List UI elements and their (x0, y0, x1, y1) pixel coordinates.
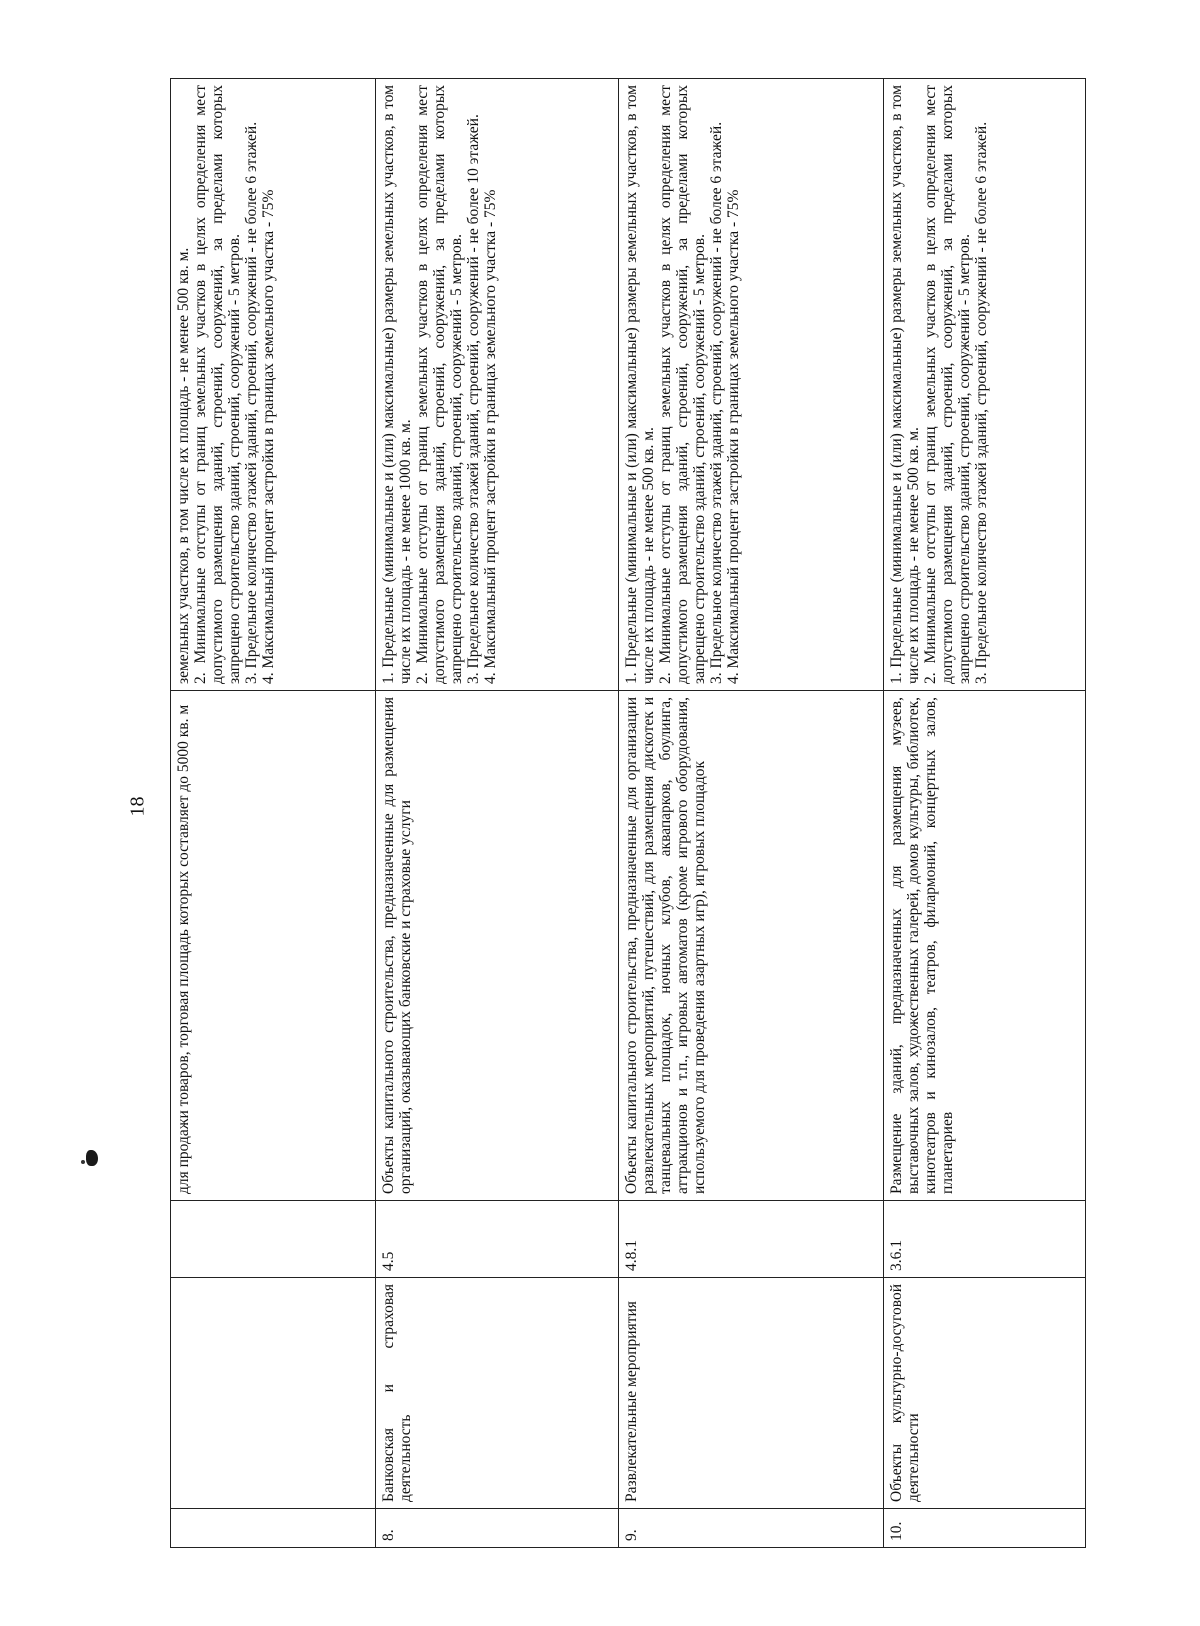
row-number: 10. (884, 1509, 1086, 1548)
page-number: 18 (126, 796, 149, 817)
use-type-name: Объекты культурно-досуговой деятельности (884, 1278, 1086, 1509)
parameter-item: 1. Предельные (минимальные и (или) максимальные) размеры земельных участков, в том числе их площадь - не менее 500 кв. м. (888, 85, 923, 684)
use-description: Объекты капитального строительства, предназначенные для организации развлекательных мероприятий, путешествий, для размещения дискотек и танцевальных площадок, ночных клубов, аквапарков, боулинга, аттракционов и т.п., игровых автоматов (кроме игрового оборудования, используемого для проведения азартных игр), игровых площадок (619, 691, 884, 1201)
table-row (171, 79, 376, 1548)
parameter-item: 3. Предельное количество этажей зданий, строений, сооружений - не более 6 этажей. (708, 121, 726, 684)
use-type-name (171, 1278, 376, 1509)
row-number (171, 1509, 376, 1548)
use-type-name: Развлекательные мероприятия (619, 1278, 884, 1509)
table-row (619, 79, 884, 1548)
parameter-item: 3. Предельное количество этажей зданий, строений, сооружений - не более 6 этажей. (243, 121, 261, 684)
table-row (376, 79, 619, 1548)
land-use-table (170, 78, 1086, 1548)
use-description: Размещение зданий, предназначенных для размещения музеев, выставочных залов, художественных галерей, домов культуры, библиотек, кинотеатров и кинозалов, театров, филармоний, концертных залов, планетариев (884, 691, 1086, 1201)
table-row (884, 79, 1086, 1548)
parameter-item: 3. Предельное количество этажей зданий, строений, сооружений - не более 10 этажей. (465, 114, 483, 684)
parameter-item: 2. Минимальные отступы от границ земельных участков в целях определения мест допустимого размещения зданий, строений, сооружений, за пределами которых запрещено строительство зданий, строений, сооружений - 5 метров. (922, 85, 974, 684)
use-type-code: 3.6.1 (884, 1201, 1086, 1278)
use-description: Объекты капитального строительства, предназначенные для размещения организаций, оказывающих банковские и страховые услуги (376, 691, 619, 1201)
use-type-code: 4.8.1 (619, 1201, 884, 1278)
parameter-item: земельных участков, в том числе их площадь - не менее 500 кв. м. (175, 247, 192, 684)
parameter-item: 2. Минимальные отступы от границ земельных участков в целях определения мест допустимого размещения зданий, строений, сооружений, за пределами которых запрещено строительство зданий, строений, сооружений - 5 метров. (192, 85, 244, 684)
parameter-item: 1. Предельные (минимальные и (или) максимальные) размеры земельных участков, в том числе их площадь - не менее 500 кв. м. (623, 85, 658, 684)
scan-artifact (86, 1150, 98, 1166)
use-type-name: Банковская и страховая деятельность (376, 1278, 619, 1509)
parameters-cell (619, 79, 884, 691)
parameters-cell (376, 79, 619, 691)
use-description: для продажи товаров, торговая площадь которых составляет до 5000 кв. м (171, 691, 376, 1201)
parameter-item: 3. Предельное количество этажей зданий, строений, сооружений - не более 6 этажей. (973, 121, 991, 684)
parameter-item: 2. Минимальные отступы от границ земельных участков в целях определения мест допустимого размещения зданий, строений, сооружений, за пределами которых запрещено строительство зданий, строений, сооружений - 5 метров. (414, 85, 466, 684)
parameter-item: 4. Максимальный процент застройки в границах земельного участка - 75% (482, 189, 500, 684)
parameter-item: 2. Минимальные отступы от границ земельных участков в целях определения мест допустимого размещения зданий, строений, сооружений, за пределами которых запрещено строительство зданий, строений, сооружений - 5 метров. (657, 85, 709, 684)
use-type-code (171, 1201, 376, 1278)
row-number: 8. (376, 1509, 619, 1548)
parameter-item: 4. Максимальный процент застройки в границах земельного участка - 75% (260, 189, 278, 684)
parameters-cell (171, 79, 376, 691)
rotated-table-container (170, 78, 1085, 1548)
parameter-item: 1. Предельные (минимальные и (или) максимальные) размеры земельных участков, в том числе их площадь - не менее 1000 кв. м. (380, 85, 415, 684)
row-number: 9. (619, 1509, 884, 1548)
parameter-item: 4. Максимальный процент застройки в границах земельного участка - 75% (725, 189, 743, 684)
use-type-code: 4.5 (376, 1201, 619, 1278)
parameters-cell (884, 79, 1086, 691)
